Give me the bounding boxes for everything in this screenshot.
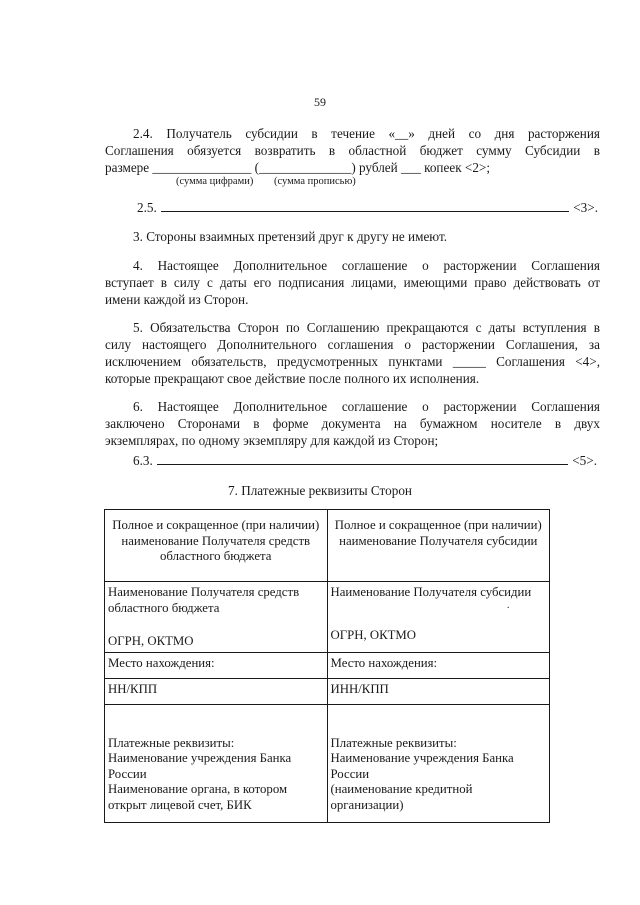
p25-blank-line xyxy=(161,200,569,212)
location-cell-right: Место нахождения: xyxy=(327,652,550,678)
caption-sum-digits: (сумма цифрами) xyxy=(176,176,254,187)
table-row xyxy=(105,652,550,678)
p63-note: <5>. xyxy=(572,453,597,468)
p4-line-2: вступает в силу с даты его подписания лицами, имеющими право действовать от xyxy=(105,275,600,290)
caption-sum-words: (сумма прописью) xyxy=(274,176,356,187)
table-row xyxy=(105,582,550,653)
page-number: 59 xyxy=(314,95,326,109)
name-cell-left xyxy=(105,582,328,653)
p24-line-1: 2.4. Получатель субсидии в течение «__» дней со дня расторжения xyxy=(133,126,600,141)
p25-note: <3>. xyxy=(573,200,598,215)
table-row xyxy=(105,510,550,582)
recipient-subsidy-name-label: Наименование Получателя субсидии xyxy=(330,585,532,599)
table-row xyxy=(105,678,550,704)
p6-line-1: 6. Настоящее Дополнительное соглашение о расторжении Соглашения xyxy=(133,399,600,414)
payment-details-label-left: Платежные реквизиты: xyxy=(108,735,235,750)
recipient-budget-name-label: Наименование Получателя средств областного бюджета xyxy=(108,585,300,615)
p5-line-2: силу настоящего Дополнительного соглашения о расторжении Соглашения, за xyxy=(105,337,600,352)
p5-line-3: исключением обязательств, предусмотренных пунктами _____ Соглашения <4>, xyxy=(105,354,600,369)
treasury-account-label: Наименование органа, в котором открыт лицевой счет, БИК xyxy=(108,782,288,812)
bank-details-cell-left xyxy=(105,704,328,822)
p6-line-2: заключено Сторонами в форме документа на бумажном носителе в двух xyxy=(105,416,600,431)
table-row xyxy=(105,704,550,822)
inn-kpp-cell-right: ИНН/КПП xyxy=(327,678,550,704)
payment-details-label-right: Платежные реквизиты: xyxy=(330,735,457,750)
credit-org-label: (наименование кредитной организации) xyxy=(330,782,473,812)
header-cell-left: Полное и сокращенное (при наличии) наименование Получателя средств областного бюджета xyxy=(105,510,328,582)
p6-line-3: экземплярах, по одному экземпляру для каждой из Сторон; xyxy=(105,433,439,448)
p63-label: 6.3. xyxy=(133,453,153,468)
inn-kpp-cell-left: НН/КПП xyxy=(105,678,328,704)
p3-line-1: 3. Стороны взаимных претензий друг к другу не имеют. xyxy=(133,229,448,244)
p25-fill-row xyxy=(137,200,598,216)
bank-institution-label-left: Наименование учреждения Банка России xyxy=(108,751,292,781)
stray-mark: · xyxy=(506,602,510,614)
p4-line-3: имени каждой из Сторон. xyxy=(105,292,249,307)
name-cell-right xyxy=(327,582,550,653)
p63-blank-line xyxy=(157,453,568,465)
bank-institution-label-right: Наименование учреждения Банка России xyxy=(330,751,514,781)
header-cell-right: Полное и сокращенное (при наличии) наименование Получателя субсидии xyxy=(327,510,550,582)
ogrn-oktmo-label-right: ОГРН, ОКТМО xyxy=(330,628,416,642)
p63-fill-row xyxy=(133,453,597,469)
p4-line-1: 4. Настоящее Дополнительное соглашение о расторжении Соглашения xyxy=(133,258,600,273)
p5-line-4: которые прекращают свое действие после полного их исполнения. xyxy=(105,371,480,386)
payment-details-table xyxy=(104,509,550,823)
section-7-title: 7. Платежные реквизиты Сторон xyxy=(228,483,412,498)
p5-line-1: 5. Обязательства Сторон по Соглашению прекращаются с даты вступления в xyxy=(133,320,600,335)
p24-line-3: размере _______________ (______________) рублей ___ копеек <2>; xyxy=(105,160,491,175)
p25-label: 2.5. xyxy=(137,200,157,215)
bank-details-cell-right xyxy=(327,704,550,822)
p24-line-2: Соглашения обязуется возвратить в областной бюджет сумму Субсидии в xyxy=(105,143,600,158)
ogrn-oktmo-label-left: ОГРН, ОКТМО xyxy=(108,634,194,648)
location-cell-left: Место нахождения: xyxy=(105,652,328,678)
